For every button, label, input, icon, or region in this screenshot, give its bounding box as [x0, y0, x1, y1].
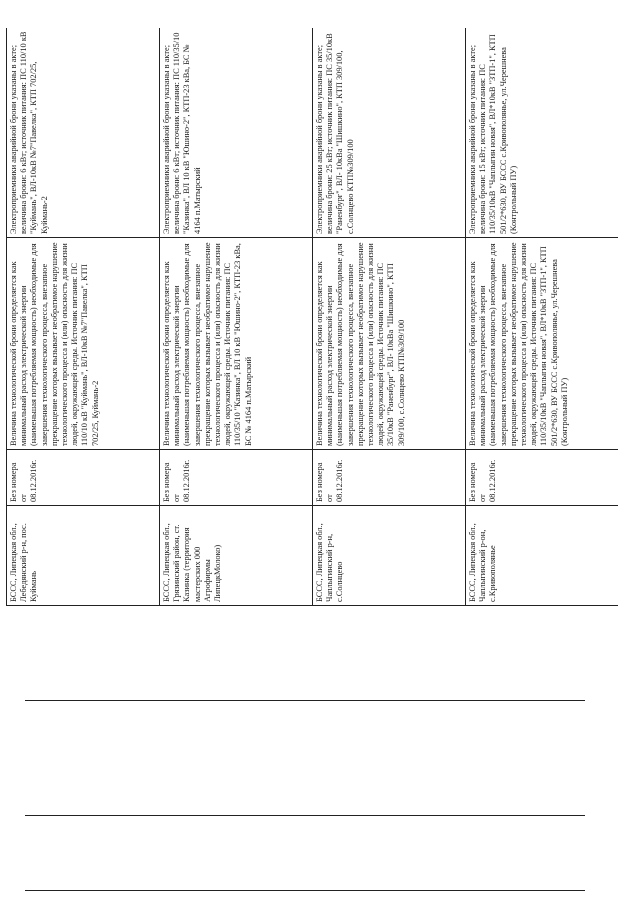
document-number-cell: Без номера от 08.12.2016г.: [7, 450, 160, 506]
document-number-cell: Без номера от 08.12.2016г.: [466, 450, 619, 506]
divider-line: [25, 890, 585, 891]
document-number-cell: Без номера от 08.12.2016г.: [313, 450, 466, 506]
divider-line: [25, 815, 585, 816]
act-details-cell: Электроприемники аварийной брони указаны в акте; величина брони: 6 кВт; источник питания: ПС 110/35/10 "Казинка", ВЛ 10 кВ "Юшино-2", КТП-23 кВа, БС № 4164 п.Матырский: [160, 28, 313, 238]
reserve-definition-cell: Величина технологической брони определяется как минимальный расход электрической энергии (наименьшая потребляемая мощность) необходимые для завершения технологического процесса, внезапное прекращение которых вызывает необратимое нарушение технологического процесса и (или) опасность для жизни людей, окружающей среды. Источник питания: ПС 110/10 кВ "Куймань", ВЛ-10кВ №7"Павелка", КТП 702/25, Куймань-2: [7, 238, 160, 450]
table-row: [160, 28, 313, 606]
reserve-definition-cell: Величина технологической брони определяется как минимальный расход электрической энергии (наименьшая потребляемая мощность) необходимые для завершения технологического процесса, внезапное прекращение которых вызывает необратимое нарушение технологического процесса и (или) опасность для жизни людей, окружающей среды. Источник питания: ПС 35/10кВ "Раненбург", ВЛ- 10кВа "Шишкино", КТП 309/100, с.Солнцево КТП№309/100: [313, 238, 466, 450]
document-number-cell: Без номера от 08.12.2016г.: [160, 450, 313, 506]
table-row: [313, 28, 466, 606]
rotated-table-container: [6, 28, 618, 606]
reserve-definition-cell: Величина технологической брони определяется как минимальный расход электрической энергии (наименьшая потребляемая мощность) необходимые для завершения технологического процесса, внезапное прекращение которых вызывает необратимое нарушение технологического процесса и (или) опасность для жизни людей, окружающей среды. Источник питания: ПС 110/35/10 "Казинка", ВЛ 10 кВ "Юшино-2", КТП-23 кВа, БС № 4164 п.Матырский: [160, 238, 313, 450]
location-cell: БССС, Липецкая обл., Чаплыгинский р-он, с.Кривополянье: [466, 506, 619, 606]
act-details-cell: Электроприемники аварийной брони указаны в акте; величина брони: 25 кВт; источник питания: ПС 35/10кВ "Раненбург", ВЛ- 10кВа "Шишкино", КТП 309/100, с.Солнцево КТП№309/100: [313, 28, 466, 238]
reserve-definition-cell: Величина технологической брони определяется как минимальный расход электрической энергии (наименьшая потребляемая мощность) необходимые для завершения технологического процесса, внезапное прекращение которых вызывает необратимое нарушение технологического процесса и (или) опасность для жизни людей, окружающей среды. Источник питания: ПС 110/35/10кВ "Чаплыгин новая", ВЛ*10кВ "ЗТП-1", КТП 501/2*630, ВУ БССС с.Кривополянье, ул.Черешнева (Контрольный ПУ): [466, 238, 619, 450]
act-details-cell: Электроприемники аварийной брони указаны в акте; величина брони: 15 кВт; источник питания: ПС 110/35/10кВ "Чаплыгин новая", ВЛ*10кВ "ЗТП-1", КТП 501/2*630, ВУ БССС с.Кривополянье, ул.Черешнева (Контрольный ПУ): [466, 28, 619, 238]
divider-line: [25, 700, 585, 701]
act-details-cell: Электроприемники аварийной брони указаны в акте; величина брони: 6 кВт; источник питания: ПС 110/10 кВ "Куймань", ВЛ-10кВ №7"Павелка", КТП 702/25, Куймань-2: [7, 28, 160, 238]
location-cell: БССС, Липецкая обл., Чаплыгинский р-н, с.Солнцево: [313, 506, 466, 606]
power-reserve-table: [6, 28, 618, 606]
location-cell: БССС, Липецкая обл., Лебедянский р-н, пос. Куймань: [7, 506, 160, 606]
location-cell: БССС, Липецкая обл., Грязинский район, ст. Казинка (территория мастерских 000 Агрофирмы ЛипецкМолоко): [160, 506, 313, 606]
table-row: [466, 28, 619, 606]
table-row: [7, 28, 160, 606]
rotated-table-region: [6, 28, 618, 606]
